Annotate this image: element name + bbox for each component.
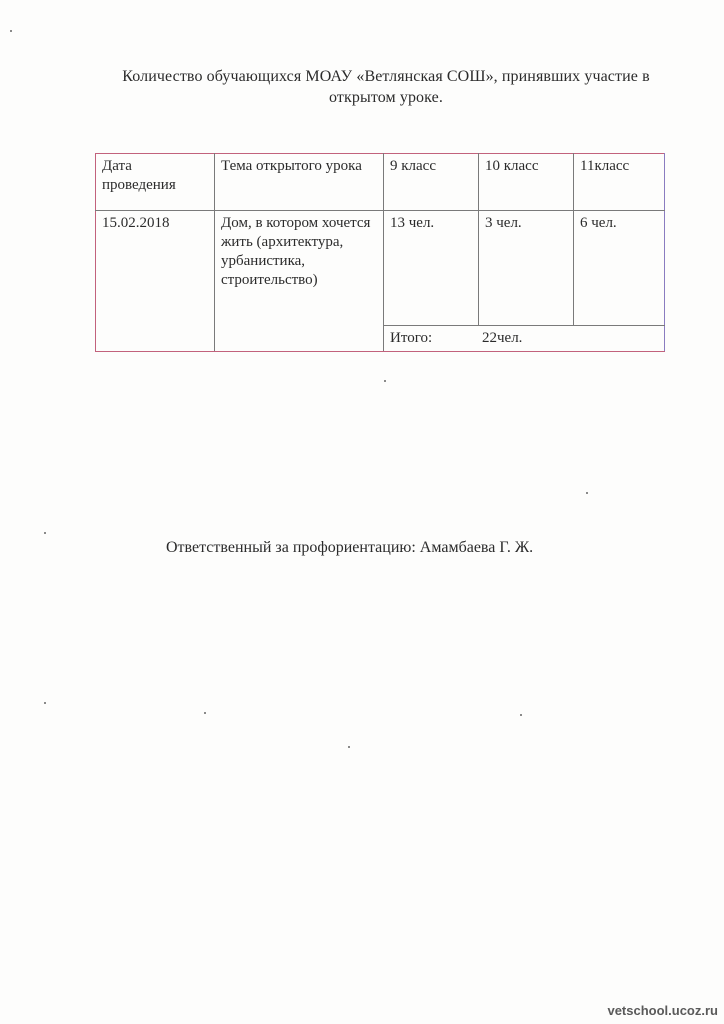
total-label: Итого: xyxy=(390,330,433,346)
document-title: Количество обучающихся МОАУ «Ветлянская СОШ», принявших участие в открытом уроке. xyxy=(122,68,650,106)
total-value: 22чел. xyxy=(482,330,523,346)
cell-date: 15.02.2018 xyxy=(96,211,215,352)
scan-speck xyxy=(204,712,206,714)
scan-speck xyxy=(10,30,12,32)
scan-speck xyxy=(384,380,386,382)
header-grade-9: 9 класс xyxy=(384,154,479,211)
participants-table xyxy=(95,153,665,352)
scan-speck xyxy=(44,702,46,704)
cell-grade-11: 6 чел. xyxy=(574,211,665,326)
cell-topic: Дом, в котором хочется жить (архитектура, урбанистика, строительство) xyxy=(215,211,384,352)
scan-speck xyxy=(586,492,588,494)
scan-speck xyxy=(520,714,522,716)
table-header-row xyxy=(96,154,665,211)
header-grade-11: 11класс xyxy=(574,154,665,211)
total-cell xyxy=(384,326,665,352)
header-date: Дата проведения xyxy=(96,154,215,211)
table-row xyxy=(96,211,665,326)
site-watermark: vetschool.ucoz.ru xyxy=(607,1003,718,1018)
scan-speck xyxy=(44,532,46,534)
responsible-person: Ответственный за профориентацию: Амамбаева Г. Ж. xyxy=(166,539,534,556)
scan-speck xyxy=(348,746,350,748)
cell-grade-9: 13 чел. xyxy=(384,211,479,326)
header-grade-10: 10 класс xyxy=(479,154,574,211)
cell-grade-10: 3 чел. xyxy=(479,211,574,326)
header-topic: Тема открытого урока xyxy=(215,154,384,211)
